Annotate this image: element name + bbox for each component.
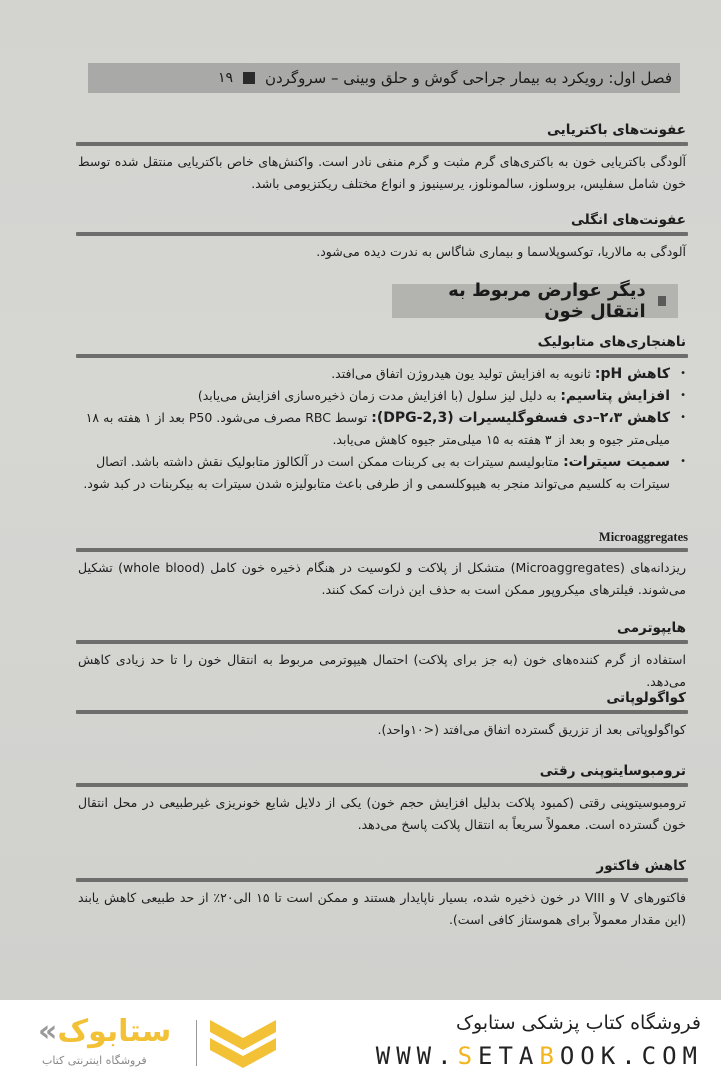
- heading-rule: [76, 783, 688, 787]
- heading-rule: [76, 142, 688, 146]
- section-heading: هایپوترمی: [617, 620, 686, 636]
- page-number: ۱۹: [217, 70, 233, 86]
- double-chevron-icon: «: [38, 1014, 58, 1049]
- section-text: آلودگی به مالاریا، توکسوپلاسما و بیماری شاگاس به ندرت دیده می‌شود.: [316, 244, 686, 259]
- section-hypothermia: [76, 620, 688, 693]
- square-bullet-icon: [243, 72, 255, 84]
- heading-rule: [76, 878, 688, 882]
- main-section-heading: دیگر عوارض مربوط به انتقال خون: [392, 284, 678, 318]
- section-heading: عفونت‌های انگلی: [571, 212, 686, 228]
- setabook-logo: [28, 1012, 298, 1074]
- section-text: فاکتورهای V و VIII در خون ذخیره شده، بسیار ناپایدار هستند و ممکن است تا ۱۵ الی۲۰٪ از حد طبیعی کاهش یابند (این مقدار معمولاً برای هموستاز کافی است).: [78, 890, 686, 927]
- logo-tagline: فروشگاه اینترنتی کتاب: [42, 1054, 147, 1067]
- logo-brand: «ستابوک: [38, 1014, 172, 1049]
- section-text: ترومبوسیتوپنی رقتی (کمبود پلاکت بدلیل افزایش حجم خون) یکی از دلایل شایع خونریزی غیرطبیعی در محل انتقال خون گسترده است. معمولاً سریعاً به انتقال پلاکت پاسخ می‌دهد.: [78, 795, 686, 832]
- heading-rule: [76, 232, 688, 236]
- section-heading: Microaggregates: [598, 530, 688, 544]
- running-header: [88, 63, 680, 93]
- section-heading: ترومبوسایتوپنی رقتی: [539, 763, 686, 779]
- heading-rule: [76, 548, 688, 552]
- chevron-badge-icon: [208, 1016, 278, 1072]
- heading-rule: [76, 354, 688, 358]
- metabolic-list: [76, 363, 688, 495]
- section-factor: [76, 858, 688, 931]
- list-item: • کاهش pH: ثانویه به افزایش تولید یون هیدروژن اتفاق می‌افتد.: [76, 363, 688, 385]
- section-text: آلودگی باکتریایی خون به باکتری‌های گرم مثبت و گرم منفی نادر است. واکنش‌های خاص باکتریایی منتقل شده توسط خون شامل سفلیس، بروسلوز، سالمونلوز، یرسینیوز و انواع مختلف ریکتزیومی باشد.: [78, 154, 686, 191]
- section-text: ریزدانه‌های (Microaggregates) متشکل از پلاکت و لکوسیت در هنگام ذخیره خون کامل (whole blood) تشکیل می‌شوند. فیلترهای میکروپور ممکن است به حذف این ذرات کمک کنند.: [78, 560, 687, 597]
- shop-name: فروشگاه کتاب پزشکی ستابوک: [455, 1012, 701, 1034]
- section-heading: ناهنجاری‌های متابولیک: [537, 334, 686, 350]
- shop-url[interactable]: WWW.SETABOOK.COM: [375, 1042, 703, 1070]
- section-heading: عفونت‌های باکتریایی: [546, 122, 686, 138]
- square-bullet-icon: [658, 296, 666, 306]
- section-microaggregates: [76, 530, 688, 601]
- list-item: • افزایش پتاسیم: به دلیل لیز سلول (با افزایش مدت زمان ذخیره‌سازی افزایش می‌یابد): [76, 385, 688, 407]
- section-thrombocytopenia: [76, 763, 688, 836]
- heading-rule: [76, 640, 688, 644]
- logo-divider: [196, 1020, 197, 1066]
- section-metabolic: [76, 334, 688, 495]
- heading-rule: [76, 710, 688, 714]
- section-heading: کواگولوپاتی: [606, 690, 686, 706]
- list-item: • کاهش ۲،۳–دی فسفوگلیسیرات (2,3-DPG): توسط RBC مصرف می‌شود. P50 بعد از ۱ هفته به ۱۸ میلی‌متر جیوه و بعد از ۳ هفته به ۱۵ میلی‌متر جیوه کاهش می‌یابد.: [76, 407, 688, 451]
- list-item: • سمیت سیترات: متابولیسم سیترات به بی کربنات ممکن است در آلکالوز متابولیک نقش داشته باشد. اتصال سیترات به کلسیم می‌تواند منجر به هیپوکلسمی و از طرفی باعث متابولیزه شدن سیترات به بیکربنات در کبد شود.: [76, 451, 688, 495]
- section-text: کواگولوپاتی بعد از تزریق گسترده اتفاق می‌افتد (<۱۰واحد).: [377, 722, 686, 737]
- section-parasitic: [76, 212, 688, 263]
- section-coagulopathy: [76, 690, 688, 741]
- section-text: استفاده از گرم کننده‌های خون (به جز برای پلاکت) احتمال هیپوترمی مربوط به انتقال خون را تا حد زیادی کاهش می‌دهد.: [78, 652, 686, 689]
- section-heading: کاهش فاکتور: [596, 858, 686, 874]
- section-bacterial: [76, 122, 688, 195]
- chapter-title: فصل اول: رویکرد به بیمار جراحی گوش و حلق وبینی – سروگردن: [264, 69, 672, 87]
